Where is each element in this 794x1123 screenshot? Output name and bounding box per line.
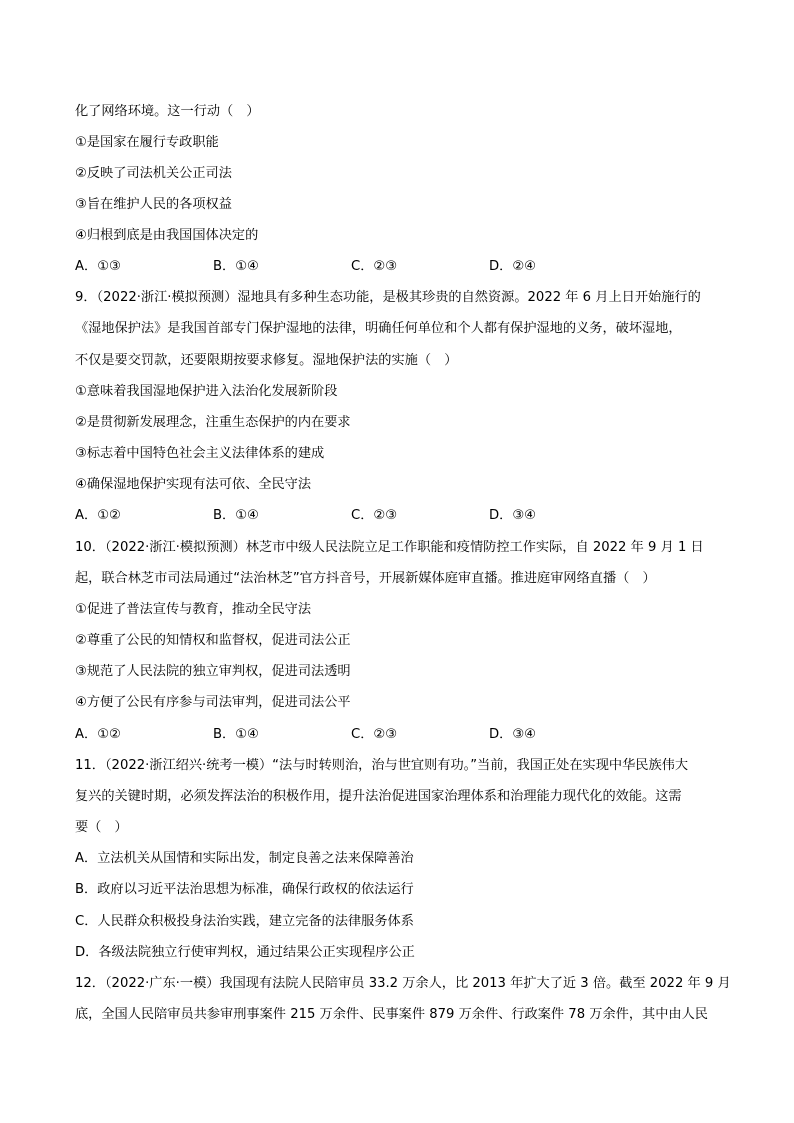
q10-options	[75, 726, 715, 744]
q9-stem-line-3: 不仅是要交罚款，还要限期按要求修复。湿地保护法的实施（ ）	[75, 353, 458, 368]
q10-stem-line-1: 10．（2022·浙江·模拟预测）林芝市中级人民法院立足工作职能和疫情防控工作实际，自 2022 年 9 月 1 日	[75, 540, 704, 555]
q11-stem-line-1: 11．（2022·浙江绍兴·统考一模）“法与时转则治，治与世宜则有功。”当前，我国正处在实现中华民族伟大	[75, 758, 689, 773]
q11-choice-c[interactable]: C．人民群众积极投身法治实践，建立完备的法律服务体系	[75, 914, 414, 929]
q11-choice-b[interactable]: B．政府以习近平法治思想为标准，确保行政权的依法运行	[75, 882, 414, 897]
q10-statement-4: ④方便了公民有序参与司法审判，促进司法公平	[75, 695, 351, 710]
q10-statement-3: ③规范了人民法院的独立审判权，促进司法透明	[75, 664, 351, 679]
q9-stem-line-2: 《湿地保护法》是我国首部专门保护湿地的法律，明确任何单位和个人都有保护湿地的义务，破坏湿地，	[75, 321, 682, 336]
q9-options	[75, 507, 715, 525]
q12-stem-line-1: 12．（2022·广东·一模）我国现有法院人民陪审员 33.2 万余人，比 2013 年扩大了近 3 倍。截至 2022 年 9 月	[75, 976, 731, 991]
q8-statement-4: ④归根到底是由我国国体决定的	[75, 228, 259, 243]
q8-option-b[interactable]: B．①④	[213, 259, 259, 274]
q9-statement-2: ②是贯彻新发展理念，注重生态保护的内在要求	[75, 415, 351, 430]
q8-statement-1: ①是国家在履行专政职能	[75, 135, 219, 150]
q11-stem-line-3: 要（ ）	[75, 820, 128, 835]
q8-statement-2: ②反映了司法机关公正司法	[75, 166, 232, 181]
q8-statement-3: ③旨在维护人民的各项权益	[75, 197, 232, 212]
q10-option-c[interactable]: C．②③	[351, 727, 398, 742]
q10-option-a[interactable]: A．①②	[75, 727, 121, 742]
q9-option-d[interactable]: D．③④	[489, 508, 536, 523]
q9-statement-1: ①意味着我国湿地保护进入法治化发展新阶段	[75, 384, 338, 399]
q10-stem-line-2: 起，联合林芝市司法局通过“法治林芝”官方抖音号，开展新媒体庭审直播。推进庭审网络直播（ ）	[75, 571, 656, 586]
q10-statement-1: ①促进了普法宣传与教育，推动全民守法	[75, 602, 312, 617]
q9-option-b[interactable]: B．①④	[213, 508, 259, 523]
q10-option-b[interactable]: B．①④	[213, 727, 259, 742]
q11-stem-line-2: 复兴的关键时期，必须发挥法治的积极作用，提升法治促进国家治理体系和治理能力现代化的效能。这需	[75, 789, 682, 804]
q8-option-c[interactable]: C．②③	[351, 259, 398, 274]
q9-option-c[interactable]: C．②③	[351, 508, 398, 523]
q8-stem-tail: 化了网络环境。这一行动（ ）	[75, 104, 260, 119]
q8-option-d[interactable]: D．②④	[489, 259, 536, 274]
q8-option-a[interactable]: A．①③	[75, 259, 121, 274]
q9-statement-3: ③标志着中国特色社会主义法律体系的建成	[75, 446, 325, 461]
q11-choice-a[interactable]: A．立法机关从国情和实际出发，制定良善之法来保障善治	[75, 851, 414, 866]
q9-stem-line-1: 9．（2022·浙江·模拟预测）湿地具有多种生态功能，是极其珍贵的自然资源。2022 年 6 月上日开始施行的	[75, 290, 701, 305]
q8-options	[75, 258, 715, 276]
q10-statement-2: ②尊重了公民的知情权和监督权，促进司法公正	[75, 633, 351, 648]
q11-choice-d[interactable]: D．各级法院独立行使审判权，通过结果公正实现程序公正	[75, 945, 415, 960]
q9-option-a[interactable]: A．①②	[75, 508, 121, 523]
q10-option-d[interactable]: D．③④	[489, 727, 536, 742]
q9-statement-4: ④确保湿地保护实现有法可依、全民守法	[75, 477, 312, 492]
q12-stem-line-2: 底，全国人民陪审员共参审刑事案件 215 万余件、民事案件 879 万余件、行政案件 78 万余件，其中由人民	[75, 1007, 708, 1022]
